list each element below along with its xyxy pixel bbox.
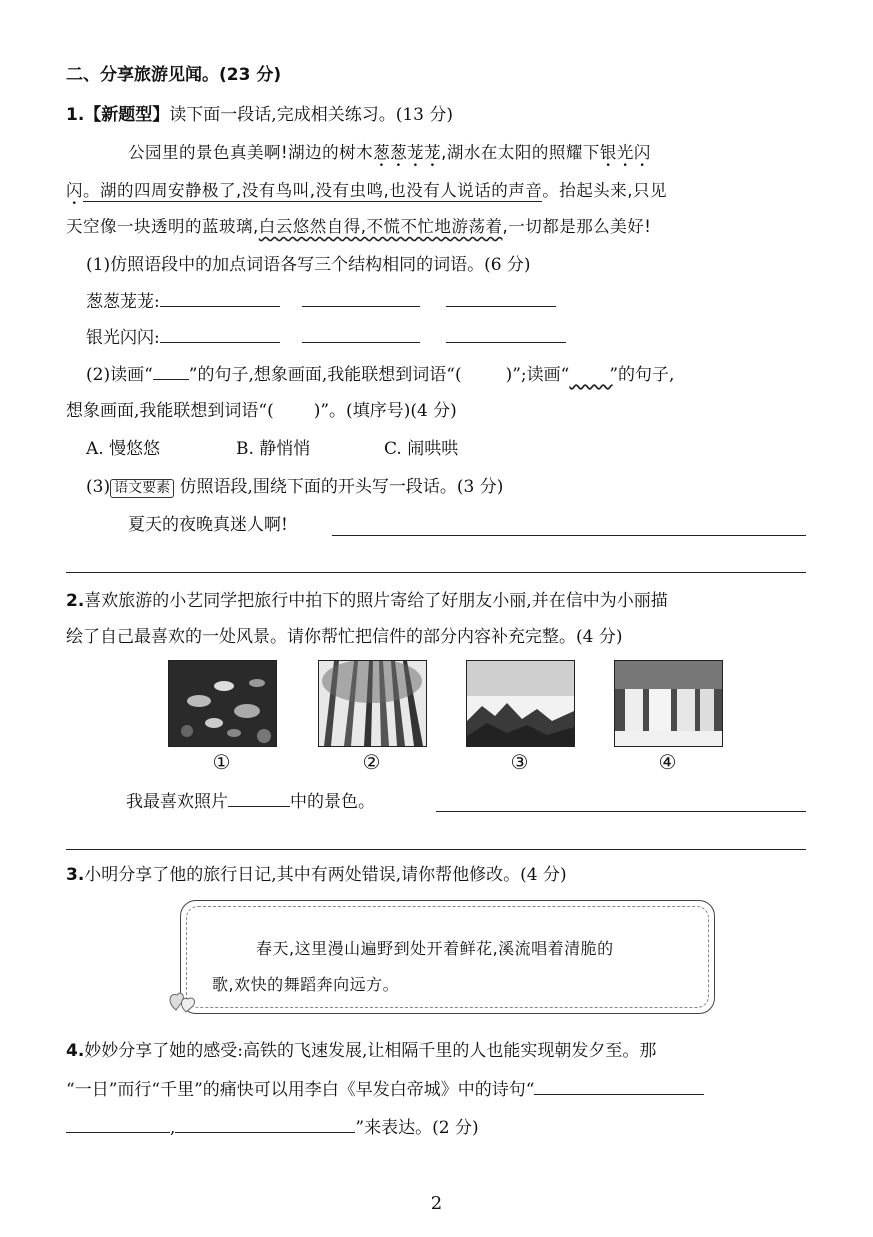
q1-sub2-line2 xyxy=(66,400,457,422)
q2-fill xyxy=(126,790,375,813)
passage-text: ,一切都是那么美好! xyxy=(502,217,652,236)
q4-text: 妙妙分享了她的感受:高铁的飞速发展,让相隔千里的人也能实现朝发夕至。那 xyxy=(84,1041,657,1061)
poem-answer-blank[interactable] xyxy=(534,1078,704,1095)
q4-text: ”来表达。(2 分) xyxy=(355,1118,479,1138)
writing-line[interactable] xyxy=(436,811,806,812)
photo-fish xyxy=(168,660,277,747)
word-label: 葱葱茏茏: xyxy=(86,292,160,312)
writing-line[interactable] xyxy=(66,572,806,573)
photo-label-2: ② xyxy=(362,750,381,774)
dotted-char: 茏 xyxy=(407,143,425,162)
answer-blank[interactable] xyxy=(302,326,420,343)
q1-option-a: A. 慢悠悠 xyxy=(86,439,161,459)
sub2-text: )”。(填序号)(4 分) xyxy=(313,401,457,421)
heart-decoration-icon xyxy=(168,990,198,1014)
q3-heading xyxy=(66,864,567,886)
q4-comma: , xyxy=(170,1118,176,1138)
q4-line-1 xyxy=(66,1040,656,1062)
answer-blank[interactable] xyxy=(160,326,280,343)
passage-line-2 xyxy=(66,180,667,202)
q3-number: 3. xyxy=(66,865,85,885)
sub2-text: ”的句子, xyxy=(609,365,675,385)
dotted-char: 闪 xyxy=(633,143,651,162)
photo-label-3: ③ xyxy=(510,750,529,774)
q2-fill-text: 中的景色。 xyxy=(290,792,375,812)
sub2-text: ”的句子,想象画面,我能联想到词语“( xyxy=(188,365,462,385)
passage-line-3 xyxy=(66,216,651,238)
passage-text: 。抬起头来,只见 xyxy=(542,181,667,200)
photo-label-4: ④ xyxy=(658,750,677,774)
sub2-text: )”;读画“ xyxy=(505,365,570,385)
passage-text: 公园里的景色真美啊!湖边的树木 xyxy=(128,143,374,162)
dotted-char: 银 xyxy=(599,143,617,162)
answer-blank[interactable] xyxy=(228,790,290,807)
q2-fill-text: 我最喜欢照片 xyxy=(126,792,228,812)
diary-line-2: 歌,欢快的舞蹈奔向远方。 xyxy=(212,975,400,994)
q1-sub3 xyxy=(86,476,503,498)
passage-text: ,湖水在太阳的照耀下 xyxy=(441,143,600,162)
dotted-char: 茏 xyxy=(424,143,442,162)
writing-line[interactable] xyxy=(332,535,806,536)
q1-sub2-line1 xyxy=(86,364,674,386)
q1-heading xyxy=(66,104,453,126)
dotted-char: 闪 xyxy=(66,181,83,200)
q1-tag: 【新题型】 xyxy=(84,105,170,125)
section-title: 二、分享旅游见闻。(23 分) xyxy=(66,65,282,85)
q1-number: 1. xyxy=(66,105,85,125)
q1-option-b: B. 静悄悄 xyxy=(236,439,311,459)
dotted-char: 光 xyxy=(616,143,634,162)
photo-waterfall xyxy=(614,660,723,747)
q1-sub1-row2 xyxy=(86,326,566,349)
photo-forest xyxy=(318,660,427,747)
q1-sub3-start: 夏天的夜晚真迷人啊! xyxy=(128,515,288,535)
diary-line-1: 春天,这里漫山遍野到处开着鲜花,溪流唱着清脆的 xyxy=(256,939,614,958)
page-number: 2 xyxy=(430,1193,443,1214)
yuwen-yaosu-tag: 语文要素 xyxy=(110,479,174,498)
photo-label-1: ① xyxy=(212,750,231,774)
answer-blank[interactable] xyxy=(446,290,556,307)
poem-answer-blank[interactable] xyxy=(66,1116,170,1133)
writing-line[interactable] xyxy=(66,849,806,850)
q4-text: “一日”而行“千里”的痛快可以用李白《早发白帝城》中的诗句“ xyxy=(66,1080,535,1100)
dotted-char: 葱 xyxy=(373,143,391,162)
answer-blank[interactable] xyxy=(446,326,566,343)
q4-number: 4. xyxy=(66,1041,85,1061)
straight-line-sample xyxy=(153,367,189,380)
q3-prompt: 小明分享了他的旅行日记,其中有两处错误,请你帮他修改。(4 分) xyxy=(84,865,567,885)
sub3-number: (3) xyxy=(86,477,111,497)
passage-line-1 xyxy=(128,142,651,164)
dotted-char: 葱 xyxy=(390,143,408,162)
q1-prompt: 读下面一段话,完成相关练习。(13 分) xyxy=(169,105,454,125)
q2-line-2: 绘了自己最喜欢的一处风景。请你帮忙把信件的部分内容补充完整。(4 分) xyxy=(66,627,623,647)
photo-sea-of-clouds xyxy=(466,660,575,747)
q2-text: 喜欢旅游的小艺同学把旅行中拍下的照片寄给了好朋友小丽,并在信中为小丽描 xyxy=(84,591,668,611)
sub2-text: (2)读画“ xyxy=(86,365,153,385)
word-label: 银光闪闪: xyxy=(86,328,160,348)
wavy-line-sample xyxy=(569,364,609,386)
q4-line-2 xyxy=(66,1078,704,1101)
wavy-underlined-sentence: 白云悠然自得,不慌不忙地游荡着 xyxy=(258,217,503,236)
q1-sub1-prompt: (1)仿照语段中的加点词语各写三个结构相同的词语。(6 分) xyxy=(86,255,531,275)
sub2-text: 想象画面,我能联想到词语“( xyxy=(66,401,274,421)
q4-line-3 xyxy=(66,1116,479,1139)
underlined-sentence: 。湖的四周安静极了,没有鸟叫,没有虫鸣,也没有人说话的声音 xyxy=(83,181,543,200)
sub3-prompt: 仿照语段,围绕下面的开头写一段话。(3 分) xyxy=(179,477,504,497)
q2-number: 2. xyxy=(66,591,85,611)
q1-sub1-row1 xyxy=(86,290,556,313)
answer-blank[interactable] xyxy=(160,290,280,307)
q2-line-1 xyxy=(66,590,668,612)
poem-answer-blank[interactable] xyxy=(175,1116,355,1133)
q1-option-c: C. 闹哄哄 xyxy=(384,439,459,459)
answer-blank[interactable] xyxy=(302,290,420,307)
passage-text: 天空像一块透明的蓝玻璃, xyxy=(66,217,259,236)
